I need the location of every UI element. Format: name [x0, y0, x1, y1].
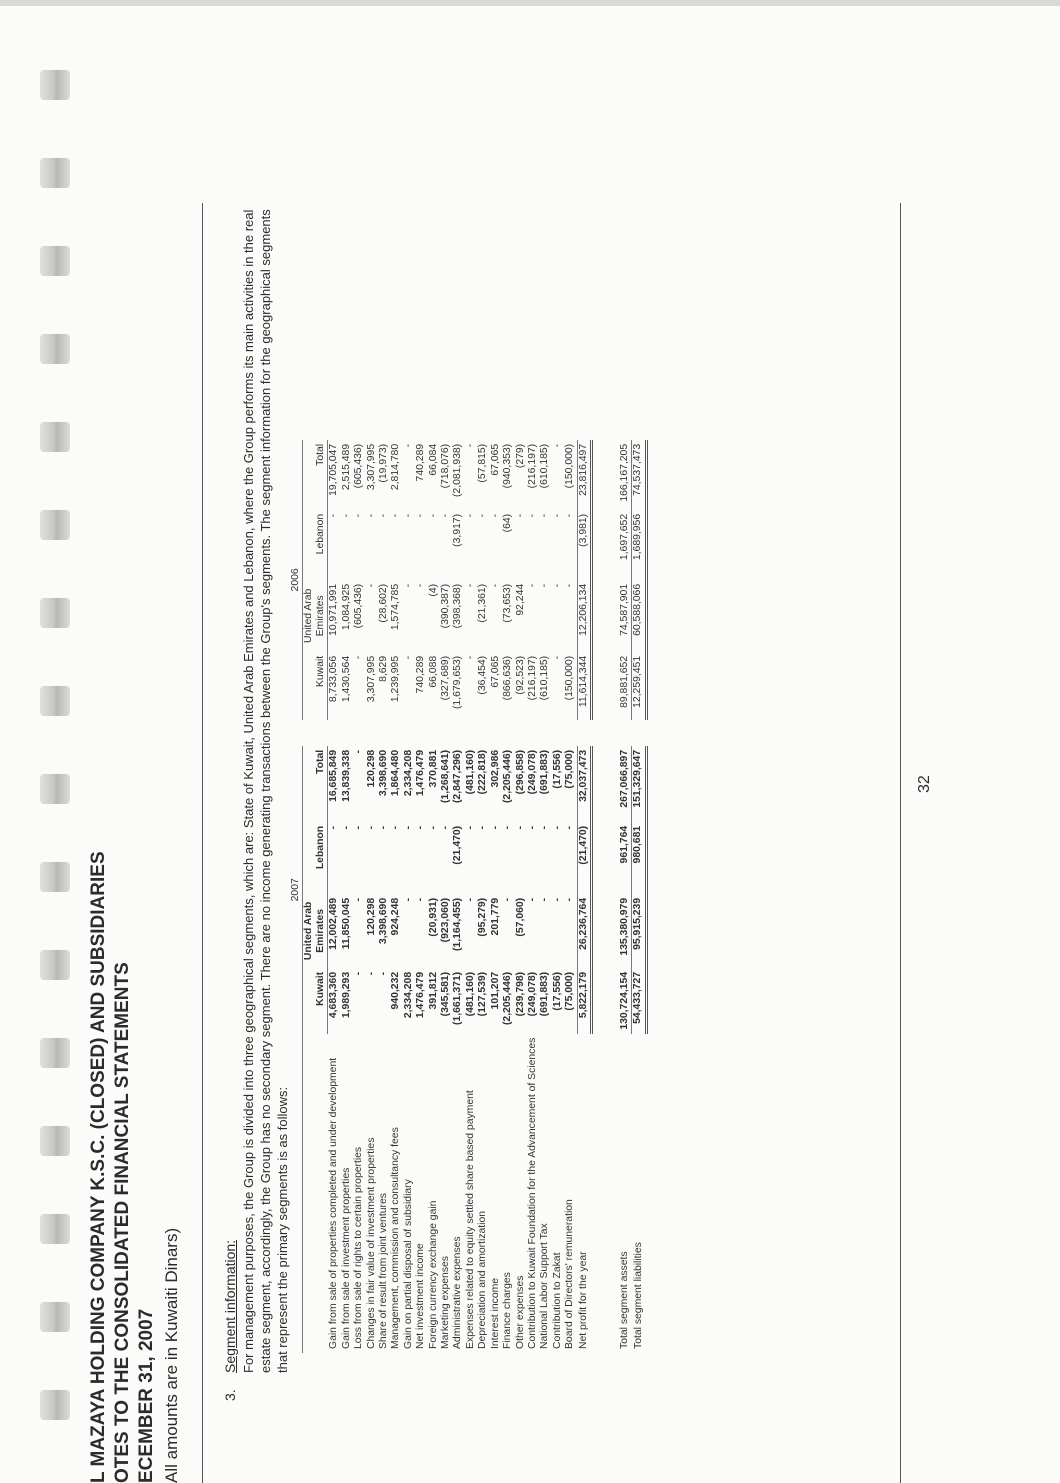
total-assets-row	[619, 440, 632, 1353]
binding-ring	[40, 862, 70, 892]
row-value: (718,076)	[440, 443, 452, 489]
currency-note: All amounts are in Kuwaiti Dinars)	[162, 1227, 181, 1483]
row-value: -	[464, 583, 476, 588]
row-value: (610,185)	[539, 443, 551, 489]
row-value: 1,697,652	[619, 510, 632, 580]
row-label: Board of Directors' remuneration	[564, 1199, 576, 1349]
row-value: (3,917)	[452, 513, 464, 547]
row-value: -	[353, 513, 365, 518]
row-label: Net profit for the year	[578, 1251, 590, 1349]
binding-ring	[40, 334, 70, 364]
binding-ring	[40, 950, 70, 980]
row-label: Share of result from joint ventures	[378, 1193, 390, 1349]
row-label: Total segment liabilities	[632, 1242, 644, 1349]
table-row	[515, 440, 527, 1353]
year-header-row	[290, 440, 303, 1353]
row-value: (75,000)	[564, 968, 577, 1034]
row-value: (75,000)	[564, 746, 577, 822]
row-value: -	[564, 822, 577, 894]
total-liabilities-row	[632, 440, 646, 1353]
binding-ring	[40, 686, 70, 716]
row-value: -	[415, 513, 427, 518]
row-value: 95,915,239	[632, 894, 646, 968]
header-rule	[202, 203, 203, 1483]
row-value: -	[551, 513, 563, 518]
row-value: -	[378, 971, 390, 976]
row-label: Contribution to Kuwait Foundation for the Advancement of Sciences	[526, 1037, 538, 1349]
row-value: 11,614,344	[577, 652, 591, 720]
table-row	[341, 440, 353, 1353]
row-value: 3,307,995	[365, 443, 377, 491]
company-name: L MAZAYA HOLDING COMPANY K.S.C. (CLOSED) AND SUBSIDIARIES	[88, 851, 109, 1483]
row-value: -	[477, 513, 489, 518]
binding-ring	[40, 246, 70, 276]
row-value: 92,244	[514, 583, 526, 616]
row-value: 67,065	[489, 655, 501, 688]
row-value: (1,661,371)	[452, 971, 464, 1026]
table-row	[552, 440, 564, 1353]
row-value: 12,259,451	[632, 652, 646, 720]
row-value: (127,539)	[477, 971, 489, 1017]
row-value: (21,470)	[452, 825, 464, 865]
row-value: -	[489, 513, 501, 518]
row-value: (4)	[427, 583, 439, 597]
row-label: Interest income	[489, 1277, 501, 1349]
row-value: 120,298	[365, 897, 377, 936]
row-value: -	[378, 513, 390, 518]
column-header-row	[303, 440, 328, 1353]
row-value: (1,679,653)	[452, 655, 464, 710]
row-value: (150,000)	[564, 440, 577, 510]
binding-ring	[40, 422, 70, 452]
row-value: (216,197)	[526, 655, 538, 701]
binding-ring	[40, 158, 70, 188]
note-line-2: estate segment, accordingly, the Group has no secondary segment. There are no income generating transactions between the Group's segments. The segment information for the geographical segments	[258, 209, 273, 1373]
row-value: -	[551, 443, 563, 448]
binding-ring	[40, 598, 70, 628]
row-value: (327,689)	[440, 655, 452, 701]
row-value: -	[551, 825, 563, 830]
row-value: 3,398,690	[378, 897, 390, 945]
table-row	[428, 440, 440, 1353]
row-value: 10,971,991	[328, 583, 340, 636]
row-value: 11,850,045	[340, 897, 352, 950]
row-value: (866,636)	[502, 655, 514, 701]
col-uae-2006: United Arab Emirates	[303, 580, 328, 652]
row-value: 23,816,497	[577, 440, 591, 510]
row-value: 130,724,154	[619, 968, 632, 1034]
row-value: 1,476,479	[415, 749, 427, 797]
row-value: (57,060)	[514, 897, 526, 937]
row-value: (923,060)	[440, 897, 452, 943]
row-value: (940,353)	[502, 443, 514, 489]
row-label: Management, commission and consultancy fees	[390, 1127, 402, 1349]
note-line-3: that represent the primary segments is as follows:	[275, 1086, 290, 1373]
table-row	[527, 440, 539, 1353]
row-value: 961,764	[619, 822, 632, 894]
row-value: -	[328, 513, 340, 518]
row-value: (36,454)	[477, 655, 489, 695]
row-value: 135,380,979	[619, 894, 632, 968]
row-value: -	[328, 825, 340, 830]
row-value: 740,289	[415, 443, 427, 482]
row-value: -	[365, 971, 377, 976]
row-value: -	[502, 825, 514, 830]
row-value: 370,881	[427, 749, 439, 788]
row-value: 101,207	[489, 971, 501, 1010]
row-value: (95,279)	[477, 897, 489, 937]
row-value: 1,574,785	[390, 583, 402, 631]
row-value: (28,602)	[378, 583, 390, 623]
row-label: Other expenses	[514, 1275, 526, 1349]
row-value: (222,818)	[477, 749, 489, 795]
row-value: (17,556)	[551, 749, 563, 789]
row-value: -	[564, 580, 577, 652]
table-row	[539, 440, 551, 1353]
row-value: (57,815)	[477, 443, 489, 483]
binding-ring	[40, 774, 70, 804]
row-value: (21,470)	[577, 822, 591, 894]
row-value: -	[539, 583, 551, 588]
row-value: 1,864,480	[390, 749, 402, 797]
notes-title: OTES TO THE CONSOLIDATED FINANCIAL STATEMENTS	[112, 962, 133, 1483]
row-value: -	[440, 825, 452, 830]
row-value: (398,368)	[452, 583, 464, 629]
col-lebanon-2006: Lebanon	[303, 510, 328, 580]
row-value: -	[402, 655, 414, 660]
row-value: (345,581)	[440, 971, 452, 1017]
row-value: -	[502, 897, 514, 902]
row-value: (21,361)	[477, 583, 489, 623]
row-value: -	[415, 583, 427, 588]
row-value: 267,066,897	[619, 746, 632, 822]
row-value: 12,206,134	[577, 580, 591, 652]
table-row	[440, 440, 452, 1353]
row-value: 302,986	[489, 749, 501, 788]
row-value: -	[464, 443, 476, 448]
row-value: 201,779	[489, 897, 501, 936]
row-value: 32,037,473	[577, 746, 591, 822]
year-2006: 2006	[290, 440, 303, 720]
row-value: -	[415, 897, 427, 902]
row-value: (691,883)	[539, 749, 551, 795]
col-total-2007: Total	[303, 746, 328, 822]
row-value: -	[514, 513, 526, 518]
row-value: 980,681	[632, 822, 646, 894]
note-title: Segment information:	[222, 1239, 238, 1373]
row-value: -	[353, 655, 365, 660]
year-2007: 2007	[290, 746, 303, 1034]
row-value: (1,164,455)	[452, 897, 464, 952]
row-value: (17,556)	[551, 971, 563, 1011]
row-value: -	[402, 825, 414, 830]
row-value: 66,088	[427, 655, 439, 688]
row-value: 120,298	[365, 749, 377, 788]
binding-ring	[40, 510, 70, 540]
binding-ring	[40, 1302, 70, 1332]
row-value: 13,839,338	[340, 749, 352, 802]
row-label: Changes in fair value of investment properties	[365, 1137, 377, 1349]
row-value: (2,205,446)	[502, 971, 514, 1026]
note-line-1: For management purposes, the Group is divided into three geographical segments, which are: State of Kuwait, United Arab Emirates and Lebanon, where the Group performs its main activities in the real	[241, 209, 256, 1373]
row-label: Net investment income	[415, 1243, 427, 1349]
row-value: -	[353, 749, 365, 754]
row-value: -	[378, 825, 390, 830]
row-value: 740,289	[415, 655, 427, 694]
row-value: -	[551, 897, 563, 902]
row-value: 2,334,208	[402, 971, 414, 1019]
row-value: -	[464, 513, 476, 518]
row-value: 3,307,995	[365, 655, 377, 703]
table-row	[378, 440, 390, 1353]
row-label: Expenses related to equity settled share based payment	[464, 1090, 476, 1349]
row-value: (216,197)	[526, 443, 538, 489]
table-row	[403, 440, 415, 1353]
col-kuwait-2006: Kuwait	[303, 652, 328, 720]
row-value: (691,883)	[539, 971, 551, 1017]
row-value: 3,398,690	[378, 749, 390, 797]
row-value: -	[390, 513, 402, 518]
row-label: Contribution to Zakat	[551, 1252, 563, 1349]
row-label: Gain on partial disposal of subsidiary	[402, 1179, 414, 1349]
row-value: (19,973)	[378, 443, 390, 483]
row-value: 1,430,564	[340, 655, 352, 703]
row-value: 19,705,047	[328, 443, 340, 496]
row-label: Foreign currency exchange gain	[427, 1200, 439, 1349]
row-value: -	[340, 513, 352, 518]
statement-date: ECEMBER 31, 2007	[136, 1308, 157, 1483]
row-value: 8,733,056	[328, 655, 340, 703]
table-row	[452, 440, 464, 1353]
row-value: -	[489, 583, 501, 588]
row-label: Total segment assets	[619, 1251, 631, 1349]
row-value: 5,822,179	[577, 968, 591, 1034]
row-value: (249,078)	[526, 749, 538, 795]
row-label: Administrative expenses	[452, 1236, 464, 1349]
row-value: -	[402, 897, 414, 902]
row-value: (249,078)	[526, 971, 538, 1017]
table-row	[465, 440, 477, 1353]
row-label: Marketing expenses	[440, 1256, 452, 1349]
page-number: 32	[916, 775, 933, 793]
row-value: -	[365, 583, 377, 588]
row-value: (1,268,641)	[440, 749, 452, 804]
col-total-2006: Total	[303, 440, 328, 510]
row-value: -	[390, 825, 402, 830]
row-value: -	[489, 825, 501, 830]
row-value: -	[539, 825, 551, 830]
binding-ring	[40, 1038, 70, 1068]
row-label: Gain from sale of investment properties	[340, 1167, 352, 1349]
row-value: -	[464, 655, 476, 660]
row-value: -	[514, 825, 526, 830]
row-value: 391,812	[427, 971, 439, 1010]
table-row	[477, 440, 489, 1353]
table-row	[390, 440, 402, 1353]
row-value: -	[402, 513, 414, 518]
row-value: -	[539, 513, 551, 518]
row-value: 66,084	[427, 443, 439, 476]
row-label: Depreciation and amortization	[477, 1210, 489, 1349]
row-value: 67,065	[489, 443, 501, 476]
note-number: 3.	[222, 1389, 238, 1401]
row-label: Loss from sale of rights to certain properties	[353, 1146, 365, 1349]
col-kuwait-2007: Kuwait	[303, 968, 328, 1034]
row-value: (239,798)	[514, 971, 526, 1017]
row-value: -	[526, 583, 538, 588]
row-value: 16,685,849	[328, 749, 340, 802]
table-row	[328, 440, 341, 1353]
row-value: -	[402, 583, 414, 588]
row-value: 2,515,489	[340, 443, 352, 491]
row-label: National Labor Support Tax	[539, 1223, 551, 1349]
row-value: 4,683,360	[328, 971, 340, 1019]
row-value: -	[551, 583, 563, 588]
row-value: (2,081,938)	[452, 443, 464, 498]
row-value: 151,329,647	[632, 746, 646, 822]
row-value: 1,476,479	[415, 971, 427, 1019]
table-row	[353, 440, 365, 1353]
row-value: (481,160)	[464, 971, 476, 1017]
row-value: 166,167,205	[619, 440, 632, 510]
row-value: (390,387)	[440, 583, 452, 629]
scan-top-edge	[0, 0, 1060, 6]
row-value: -	[464, 825, 476, 830]
row-value: 12,002,489	[328, 897, 340, 950]
row-value: -	[340, 825, 352, 830]
row-value: -	[564, 894, 577, 968]
row-value: 1,989,293	[340, 971, 352, 1019]
row-value: (150,000)	[564, 652, 577, 720]
row-value: -	[415, 825, 427, 830]
row-value: (64)	[502, 513, 514, 533]
table-row	[366, 440, 378, 1353]
row-value: 940,232	[390, 971, 402, 1010]
binding-ring	[40, 70, 70, 100]
row-value: -	[365, 513, 377, 518]
row-value: 8,629	[378, 655, 390, 682]
row-value: -	[464, 897, 476, 902]
row-value: -	[551, 655, 563, 660]
row-value: -	[427, 513, 439, 518]
row-value: -	[440, 513, 452, 518]
row-value: -	[526, 513, 538, 518]
row-value: 1,239,995	[390, 655, 402, 703]
binding-ring	[40, 1214, 70, 1244]
row-value: 2,334,208	[402, 749, 414, 797]
row-value: (2,205,446)	[502, 749, 514, 804]
row-value: -	[353, 825, 365, 830]
binding-ring	[40, 1126, 70, 1156]
row-label: Finance charges	[502, 1272, 514, 1349]
row-value: (481,160)	[464, 749, 476, 795]
row-value: -	[477, 825, 489, 830]
row-value: (605,436)	[353, 443, 365, 489]
binding-rings	[40, 70, 70, 1483]
rotated-content	[80, 103, 980, 1483]
row-value: -	[526, 825, 538, 830]
row-value: 74,587,901	[619, 580, 632, 652]
row-value: 26,236,764	[577, 894, 591, 968]
table-row	[502, 440, 514, 1353]
row-value: (20,931)	[427, 897, 439, 937]
row-value: (279)	[514, 443, 526, 469]
binding-ring	[40, 1390, 70, 1420]
row-value: 54,433,727	[632, 968, 646, 1034]
row-value: 89,881,652	[619, 652, 632, 720]
row-label: Gain from sale of properties completed and under development	[328, 1057, 340, 1349]
row-value: (296,858)	[514, 749, 526, 795]
row-value: -	[402, 443, 414, 448]
table-row	[490, 440, 502, 1353]
row-value: (73,653)	[502, 583, 514, 623]
row-value: 924,248	[390, 897, 402, 936]
row-value: 1,084,925	[340, 583, 352, 631]
row-value: -	[365, 825, 377, 830]
row-value: (2,847,296)	[452, 749, 464, 804]
col-uae-2007: United Arab Emirates	[303, 894, 328, 968]
net-profit-row	[577, 440, 591, 1353]
col-lebanon-2007: Lebanon	[303, 822, 328, 894]
row-value: -	[427, 825, 439, 830]
row-value: 2,814,780	[390, 443, 402, 491]
row-value: (3,981)	[577, 510, 591, 580]
row-value: -	[526, 897, 538, 902]
row-value: -	[353, 897, 365, 902]
row-value: -	[353, 971, 365, 976]
row-value: (610,185)	[539, 655, 551, 701]
row-value: (605,436)	[353, 583, 365, 629]
table-row	[415, 440, 427, 1353]
row-value: 60,588,066	[632, 580, 646, 652]
footer-rule	[900, 203, 901, 1483]
row-value: -	[564, 510, 577, 580]
segment-table	[290, 440, 648, 1353]
row-value: -	[539, 897, 551, 902]
row-value: 74,537,473	[632, 440, 646, 510]
row-value: (92,523)	[514, 655, 526, 695]
segment-table-body	[290, 440, 646, 1353]
table-row	[564, 440, 577, 1353]
row-value: 1,689,956	[632, 510, 646, 580]
